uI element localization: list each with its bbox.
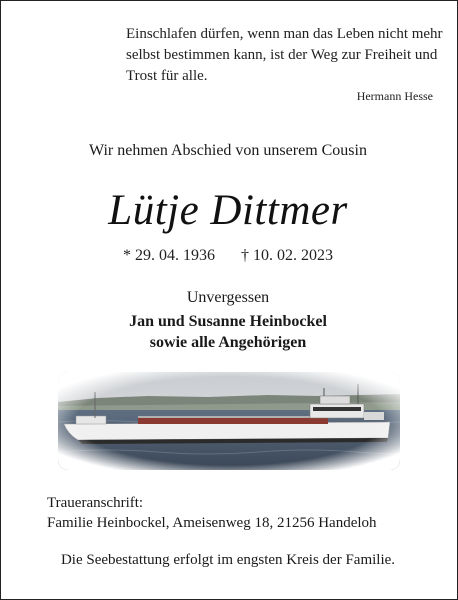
intro-text: Wir nehmen Abschied von unserem Cousin [89, 142, 367, 159]
burial-note: Die Seebestattung erfolgt im engsten Kreis der Familie. [60, 552, 396, 568]
remembrance-text: Unvergessen [186, 289, 270, 306]
quote-author: Hermann Hesse [356, 89, 433, 103]
death-date: † 10. 02. 2023 [241, 247, 333, 264]
mourners-line-1: Jan und Susanne Heinbockel [129, 313, 327, 330]
quote-text: Einschlafen dürfen, wenn man das Leben nicht mehr selbst bestimmen kann, ist der Weg zur Freiheit und Trost für alle. [126, 26, 443, 84]
deceased-name: Lütje Dittmer [108, 187, 348, 234]
life-dates [0, 247, 456, 265]
ship-photo [58, 372, 400, 470]
address-label: Traueranschrift: [47, 495, 144, 511]
mourners-line-2: sowie alle Angehörigen [149, 334, 307, 351]
birth-date: * 29. 04. 1936 [123, 247, 215, 264]
address-line: Familie Heinbockel, Ameisenweg 18, 21256 Handeloh [47, 515, 377, 531]
